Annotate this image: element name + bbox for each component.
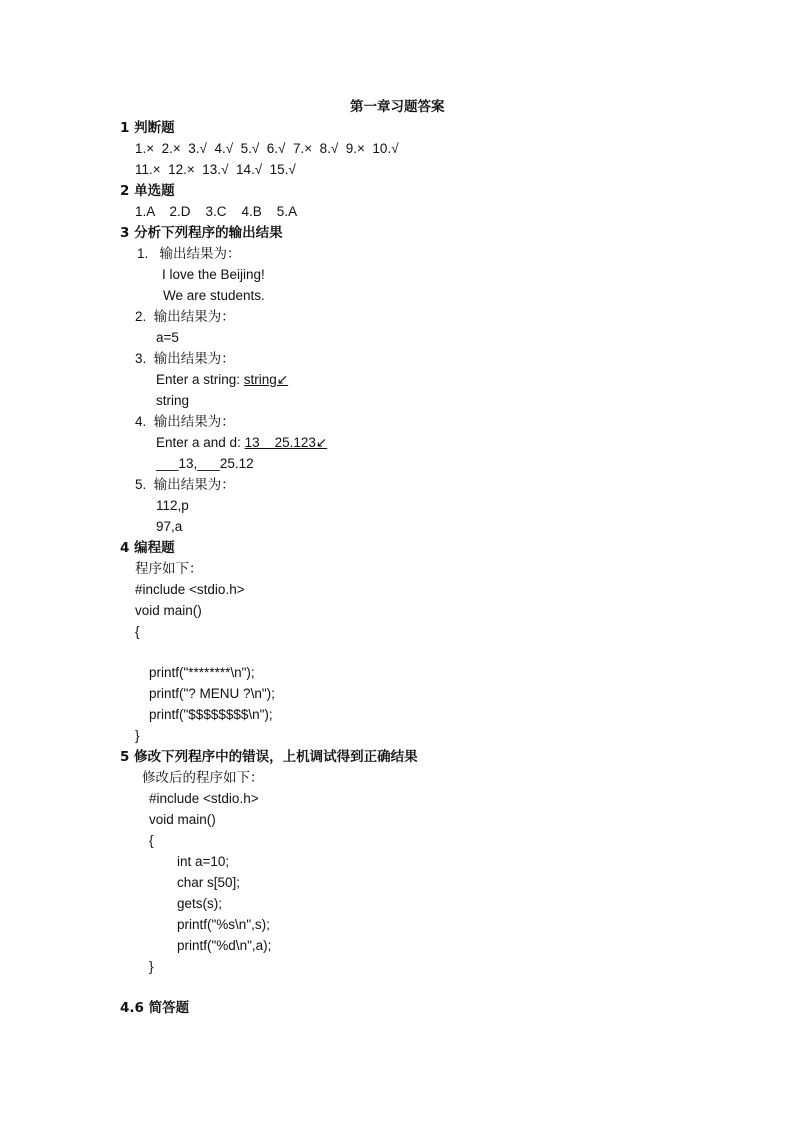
s5-code-line: #include <stdio.h> [149,791,259,806]
s4-code-line: void main() [135,603,202,618]
s4-code-line: { [135,624,140,639]
s1-answers-line-1: 1.× 2.× 3.√ 4.√ 5.√ 6.√ 7.× 8.√ 9.× 10.√ [135,141,399,156]
s3-q4-input: 13 25.123↙ [244,435,328,450]
section-2-heading: 2 单选题 [120,183,175,199]
s3-q4-label: 4. 输出结果为： [135,414,235,429]
s5-code-line: } [149,959,154,974]
section-3-heading: 3 分析下列程序的输出结果 [120,225,283,241]
s3-q4-prompt-line [156,435,327,451]
s3-q2-label: 2. 输出结果为： [135,309,235,324]
s5-code-line: void main() [149,812,216,827]
page-title: 第一章习题答案 [350,99,445,115]
s5-code-line: char s[50]; [177,875,241,890]
s4-code-line: } [135,728,140,743]
s3-q5-output-2: 97,a [156,519,183,534]
s5-code-line: int a=10; [177,854,230,869]
s5-intro: 修改后的程序如下： [142,770,264,785]
s4-code-line: printf("********\n"); [149,665,255,680]
s5-code-line: printf("%d\n",a); [177,938,272,953]
s2-answers: 1.A 2.D 3.C 4.B 5.A [135,204,298,219]
s3-q4-prompt: Enter a and d: [156,435,245,450]
s3-q1-output-1: I love the Beijing! [162,267,265,282]
s3-q3-prompt-line [156,372,288,388]
s3-q2-output: a=5 [156,330,179,345]
s3-q1-output-2: We are students. [163,288,265,303]
s4-code-line: printf("$$$$$$$$\n"); [149,707,273,722]
section-6-heading: 4.6 简答题 [120,1000,190,1016]
s3-q5-label: 5. 输出结果为： [135,477,235,492]
s3-q3-label: 3. 输出结果为： [135,351,235,366]
section-4-heading: 4 编程题 [120,540,175,556]
s5-code-line: printf("%s\n",s); [177,917,270,932]
s4-code-line: #include <stdio.h> [135,582,245,597]
s4-intro: 程序如下： [135,561,203,576]
s3-q3-input: string↙ [243,372,289,387]
s4-code-line: printf("? MENU ?\n"); [149,686,275,701]
s3-q1-label: 1. 输出结果为： [137,246,241,261]
s5-code-line: { [149,833,154,848]
s1-answers-line-2: 11.× 12.× 13.√ 14.√ 15.√ [135,162,296,177]
s3-q3-output: string [156,393,190,408]
section-1-heading: 1 判断题 [120,120,175,136]
s3-q5-output-1: 112,p [156,498,189,513]
s3-q4-output: ___13,___25.12 [156,456,254,471]
section-5-heading: 5 修改下列程序中的错误，上机调试得到正确结果 [120,749,418,765]
s5-code-line: gets(s); [177,896,223,911]
s3-q3-prompt: Enter a string: [156,372,244,387]
